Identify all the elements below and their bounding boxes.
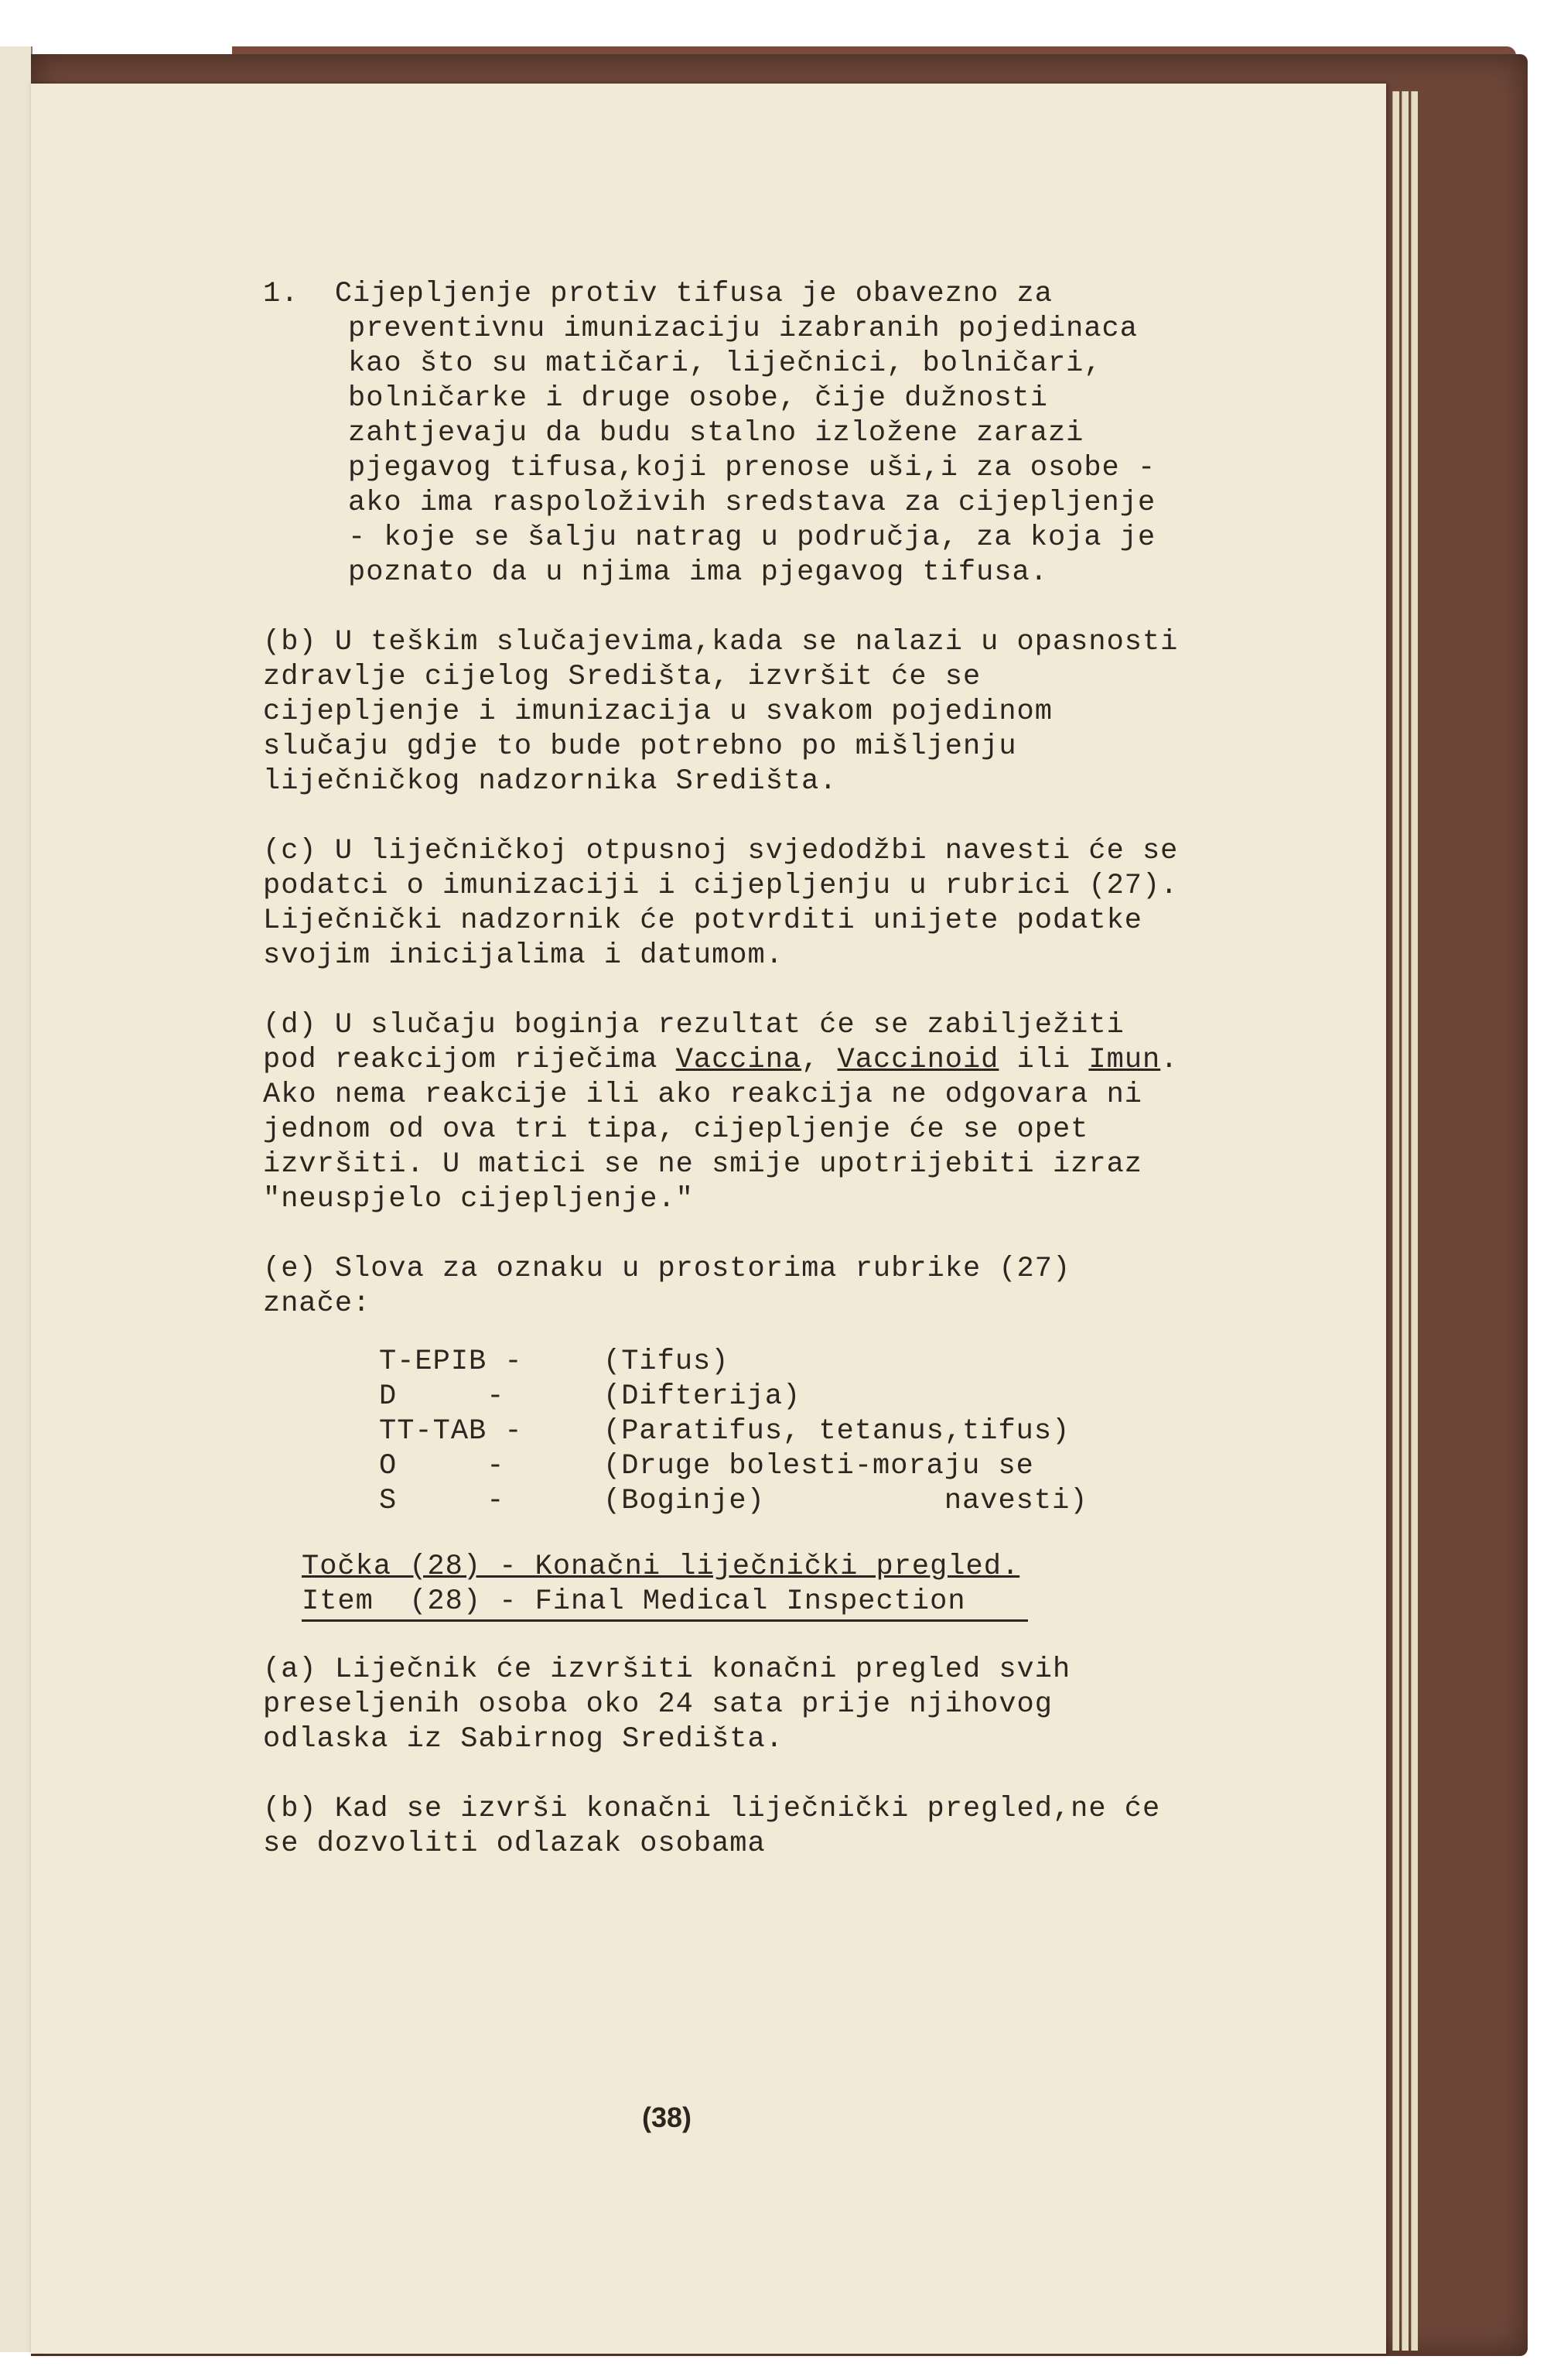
paragraph-item-1: 1. Cijepljenje protiv tifusa je obavezno za preventivnu imunizaciju izabranih pojedinaca kao što su matičari, liječnici, bolničari, bolničarke i druge osobe, čije dužnosti zahtjevaju da budu stalno izložene zarazi pjegavog tifusa,koji prenose uši,i za osobe - ako ima raspoloživih sredstava za cijepljenje - koje se šalju natrag u područja, za koja je poznato da u njima ima pjegavog tifusa. xyxy=(263,278,1174,589)
term-vaccinoid: Vaccinoid xyxy=(837,1044,999,1076)
abbrev-code: T-EPIB - xyxy=(379,1346,523,1378)
page-number: (38) xyxy=(642,2101,692,2133)
d-sep-1: , xyxy=(801,1044,838,1076)
abbrev-code: O - xyxy=(379,1450,505,1482)
abbrev-meaning: (Boginje) navesti) xyxy=(603,1485,1088,1517)
abbrev-code: D - xyxy=(379,1380,505,1413)
page-edge xyxy=(1411,91,1418,2351)
abbrev-meaning: (Paratifus, tetanus,tifus) xyxy=(603,1415,1071,1448)
abbreviation-list xyxy=(379,1345,1191,1519)
heading-croatian: Točka (28) - Konačni liječnički pregled. xyxy=(302,1551,1020,1583)
page-edge xyxy=(1392,91,1399,2351)
page-edge xyxy=(1402,91,1409,2351)
d-text-after: . Ako nema reakcije ili ako reakcija ne odgovara ni jednom od ova tri tipa, cijepljenje će se opet izvršiti. U matici se ne smije upotrijebiti izraz "neuspjelo cijepljenje." xyxy=(263,1044,1197,1216)
abbrev-code: S - xyxy=(379,1485,505,1517)
paragraph-d xyxy=(263,1008,1197,1217)
paragraph-e: (e) Slova za oznaku u prostorima rubrike (27) znače: xyxy=(263,1253,1089,1320)
paragraph-a: (a) Liječnik će izvršiti konačni pregled svih preseljenih osoba oko 24 sata prije njihovog odlaska iz Sabirnog Središta. xyxy=(263,1653,1089,1756)
paragraph-b-final: (b) Kad se izvrši konačni liječnički pregled,ne će se dozvoliti odlazak osobama xyxy=(263,1793,1179,1860)
abbrev-meaning: (Difterija) xyxy=(603,1380,801,1413)
left-page-edge xyxy=(0,46,32,2352)
term-imun: Imun xyxy=(1088,1044,1161,1076)
abbrev-code: TT-TAB - xyxy=(379,1415,523,1448)
term-vaccina: Vaccina xyxy=(675,1044,802,1076)
paragraph-c: (c) U liječničkoj otpusnoj svjedodžbi navesti će se podatci o imunizaciji i cijepljenju u rubrici (27). Liječnički nadzornik će potvrditi unijete podatke svojim inicijalima i datumom. xyxy=(263,835,1197,972)
document-page xyxy=(31,84,1386,2354)
abbrev-meaning: (Tifus) xyxy=(603,1346,729,1378)
d-sep-2: ili xyxy=(999,1044,1089,1076)
paragraph-b: (b) U teškim slučajevima,kada se nalazi u opasnosti zdravlje cijelog Središta, izvršit će se cijepljenje i imunizacija u svakom pojedinom slučaju gdje to bude potrebno po mišljenju liječničkog nadzornika Središta. xyxy=(263,626,1197,798)
section-heading xyxy=(302,1550,1191,1622)
heading-english: Item (28) - Final Medical Inspection xyxy=(302,1585,1028,1622)
page-content xyxy=(263,277,1197,1896)
d-text-before: (d) U slučaju boginja rezultat će se zabilježiti pod reakcijom riječima xyxy=(263,1009,1142,1076)
abbrev-meaning: (Druge bolesti-moraju se xyxy=(603,1450,1034,1482)
